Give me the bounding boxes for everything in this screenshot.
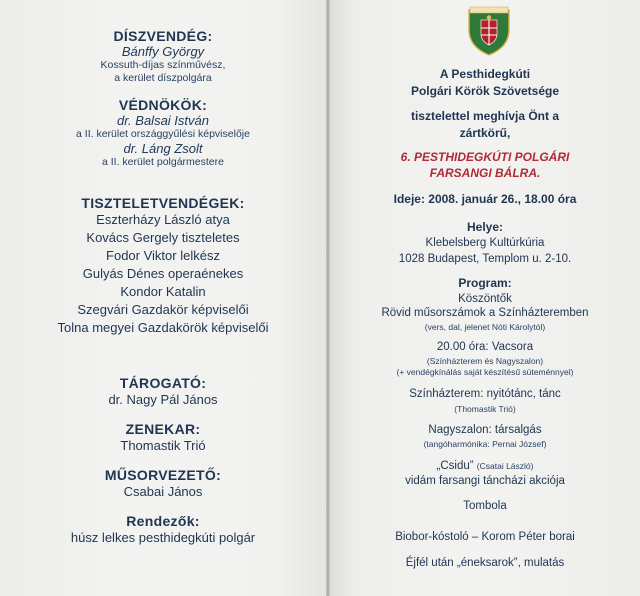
organisers-heading: Rendezők:: [126, 513, 200, 529]
venue-name: Klebelsberg Kultúrkúria: [425, 237, 545, 249]
program-note: (Színházterem és Nagyszalon): [426, 356, 544, 366]
program-note: (tangóharmónika: Pernai József): [423, 439, 547, 449]
org-name-2: Polgári Körök Szövetsége: [410, 84, 560, 98]
program-item: Éjfél után „éneksarok”, mulatás: [405, 557, 565, 569]
band-section: [0, 421, 326, 455]
program-item: Rövid műsorszámok a Színházteremben: [381, 307, 589, 319]
csidu-name: „Csidu”: [436, 460, 474, 472]
host-section: [0, 467, 326, 501]
program-note: (Thomastik Trió): [454, 404, 516, 414]
list-item: Fodor Viktor lelkész: [106, 248, 220, 263]
tarogato-value: dr. Nagy Pál János: [108, 392, 218, 407]
program-item: Nagyszalon: társalgás: [428, 424, 542, 436]
program-item: [330, 459, 640, 473]
invite-line-2: zártkörű,: [459, 126, 511, 140]
band-value: Thomastik Trió: [120, 438, 206, 453]
list-item: Tolna megyei Gazdakörök képviselői: [57, 320, 269, 335]
org-name-1: A Pesthidegkúti: [439, 67, 531, 81]
list-item: Kondor Katalin: [120, 284, 206, 299]
guest-of-honour-section: [0, 28, 326, 85]
honoured-guests-heading: TISZTELETVENDÉGEK:: [81, 195, 245, 211]
tarogato-heading: TÁROGATÓ:: [119, 375, 207, 391]
venue-address: 1028 Budapest, Templom u. 2-10.: [398, 253, 572, 265]
program-item: Köszöntők: [458, 293, 512, 305]
program-note: (vers, dal, jelenet Nóti Károlytól): [424, 322, 546, 332]
venue-heading: Helye:: [466, 220, 504, 234]
guest-of-honour-desc-1: Kossuth-díjas színművész,: [100, 59, 226, 71]
host-value: Csabai János: [123, 484, 203, 499]
program-item: Színházterem: nyitótánc, tánc: [409, 388, 561, 400]
patron-name-2: dr. Láng Zsolt: [123, 141, 203, 156]
right-panel: [330, 0, 640, 596]
invite-line-1: tisztelettel meghívja Önt a: [410, 109, 560, 123]
organisers-section: [0, 513, 326, 547]
band-heading: ZENEKAR:: [125, 421, 201, 437]
patron-name-1: dr. Balsai István: [116, 113, 209, 128]
event-title-2: FARSANGI BÁLRA.: [429, 166, 541, 180]
patron-desc-2: a II. kerület polgármestere: [102, 156, 224, 168]
program-heading: Program:: [458, 276, 512, 290]
honoured-guests-section: [0, 195, 326, 337]
guest-of-honour-desc-2: a kerület díszpolgára: [114, 72, 212, 84]
event-date: Ideje: 2008. január 26., 18.00 óra: [393, 192, 577, 206]
tarogato-section: [0, 375, 326, 409]
patron-desc-1: a II. kerület országgyűlési képviselője: [76, 128, 250, 140]
program-item: Biobor-kóstoló – Korom Péter borai: [395, 531, 575, 543]
program-item: Tombola: [463, 500, 507, 512]
program-note: (+ vendégkínálás saját készítésű süteménnyel): [396, 367, 574, 377]
program-item: 20.00 óra: Vacsora: [436, 341, 534, 353]
list-item: Eszterházy László atya: [96, 212, 230, 227]
list-item: Szegvári Gazdakör képviselői: [77, 302, 249, 317]
guest-of-honour-heading: DÍSZVENDÉG:: [113, 28, 213, 44]
csidu-note: (Csatai László): [476, 461, 534, 471]
event-title-1: 6. PESTHIDEGKÚTI POLGÁRI: [400, 150, 570, 164]
organisers-value: húsz lelkes pesthidegkúti polgár: [70, 530, 256, 545]
patrons-section: [0, 97, 326, 169]
host-heading: MŰSORVEZETŐ:: [104, 467, 222, 483]
patrons-heading: VÉDNÖKÖK:: [118, 97, 208, 113]
list-item: Gulyás Dénes operaénekes: [82, 266, 244, 281]
crest-logo-icon: [466, 4, 512, 56]
guest-of-honour-name: Bánffy György: [121, 44, 205, 59]
program-item: vidám farsangi táncházi akciója: [405, 475, 565, 487]
list-item: Kovács Gergely tiszteletes: [86, 230, 240, 245]
